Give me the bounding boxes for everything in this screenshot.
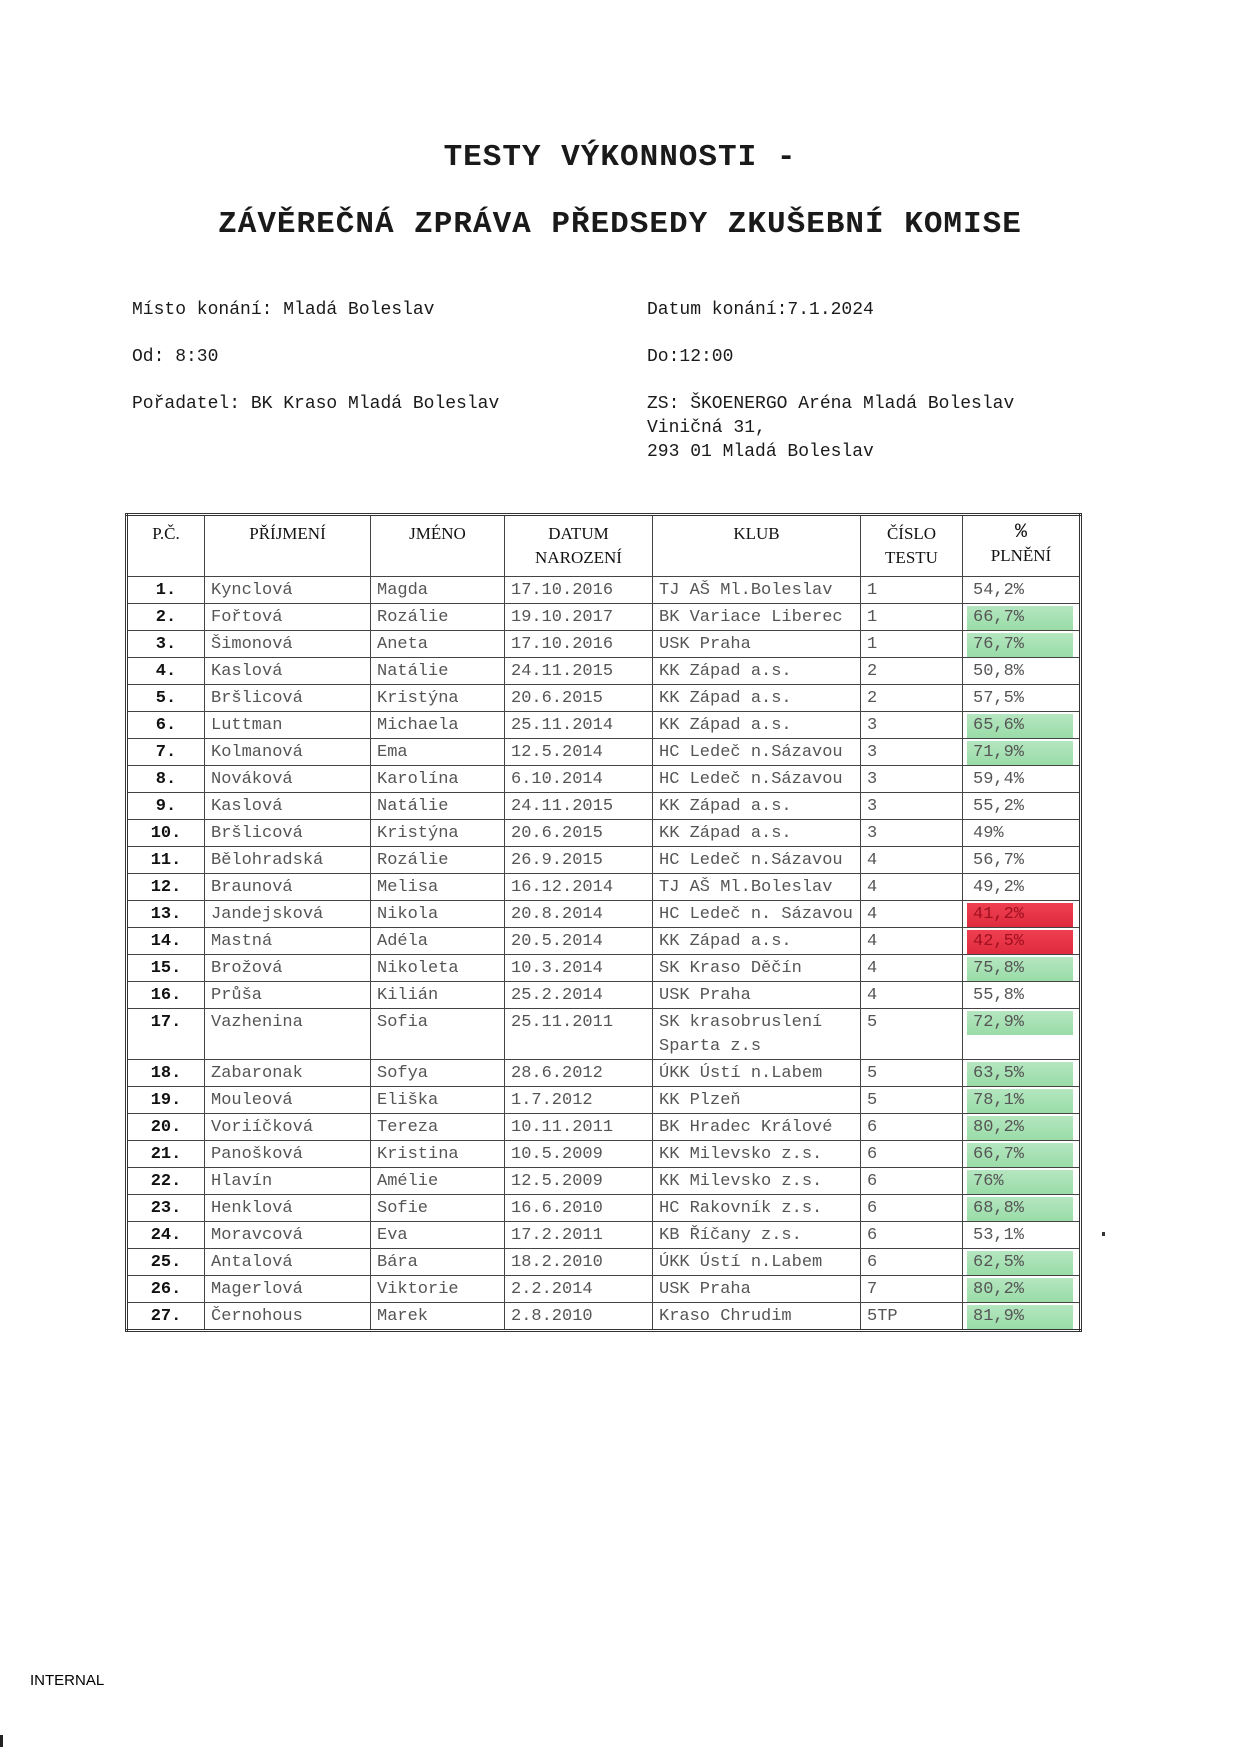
cell-birth: 16.6.2010 bbox=[505, 1195, 653, 1222]
cell-surname: Antalová bbox=[205, 1249, 371, 1276]
cell-surname: Kolmanová bbox=[205, 739, 371, 766]
col-header-pct-label: PLNĚNÍ bbox=[990, 546, 1052, 565]
cell-surname: Šimonová bbox=[205, 631, 371, 658]
cell-birth: 1.7.2012 bbox=[505, 1087, 653, 1114]
cell-test: 3 bbox=[861, 766, 963, 793]
cell-surname: Bršlicová bbox=[205, 685, 371, 712]
cell-club: HC Ledeč n. Sázavou bbox=[653, 901, 861, 928]
cell-club: KK Západ a.s. bbox=[653, 685, 861, 712]
cell-birth: 24.11.2015 bbox=[505, 658, 653, 685]
cell-surname: Braunová bbox=[205, 874, 371, 901]
cell-pc: 6. bbox=[127, 712, 205, 739]
cell-birth: 28.6.2012 bbox=[505, 1060, 653, 1087]
cell-pc: 18. bbox=[127, 1060, 205, 1087]
cell-club: KK Plzeň bbox=[653, 1087, 861, 1114]
cell-name: Michaela bbox=[371, 712, 505, 739]
cell-name: Tereza bbox=[371, 1114, 505, 1141]
cell-test: 4 bbox=[861, 874, 963, 901]
cell-name: Nikola bbox=[371, 901, 505, 928]
cell-name: Melisa bbox=[371, 874, 505, 901]
cell-pc: 17. bbox=[127, 1009, 205, 1060]
cell-pc: 1. bbox=[127, 577, 205, 604]
cell-surname: Vazhenina bbox=[205, 1009, 371, 1060]
table-row bbox=[127, 847, 1081, 874]
cell-surname: Bršlicová bbox=[205, 820, 371, 847]
cell-birth: 2.8.2010 bbox=[505, 1303, 653, 1331]
pct-value: 55,2% bbox=[973, 797, 1025, 816]
cell-birth: 10.5.2009 bbox=[505, 1141, 653, 1168]
cell-pc: 13. bbox=[127, 901, 205, 928]
table-row bbox=[127, 1060, 1081, 1087]
table-row bbox=[127, 658, 1081, 685]
cell-surname: Panošková bbox=[205, 1141, 371, 1168]
pct-value: 81,9% bbox=[967, 1305, 1073, 1329]
cell-pc: 10. bbox=[127, 820, 205, 847]
cell-birth: 12.5.2009 bbox=[505, 1168, 653, 1195]
cell-birth: 17.10.2016 bbox=[505, 577, 653, 604]
table-row bbox=[127, 982, 1081, 1009]
cell-name: Kristýna bbox=[371, 820, 505, 847]
pct-value: 56,7% bbox=[973, 851, 1025, 870]
cell-club: HC Ledeč n.Sázavou bbox=[653, 847, 861, 874]
cell-birth: 25.11.2014 bbox=[505, 712, 653, 739]
cell-club: KK Západ a.s. bbox=[653, 712, 861, 739]
cell-birth: 17.2.2011 bbox=[505, 1222, 653, 1249]
pct-value: 78,1% bbox=[967, 1089, 1073, 1113]
cell-test: 5 bbox=[861, 1087, 963, 1114]
table-row bbox=[127, 1303, 1081, 1331]
scan-speck bbox=[1102, 1232, 1105, 1236]
cell-club: Kraso Chrudim bbox=[653, 1303, 861, 1331]
pct-value: 65,6% bbox=[967, 714, 1073, 738]
cell-pc: 7. bbox=[127, 739, 205, 766]
cell-test: 7 bbox=[861, 1276, 963, 1303]
cell-name: Nikoleta bbox=[371, 955, 505, 982]
cell-test: 6 bbox=[861, 1249, 963, 1276]
meta-venue-line1: ZS: ŠKOENERGO Aréna Mladá Boleslav bbox=[647, 394, 1015, 414]
cell-name: Eliška bbox=[371, 1087, 505, 1114]
pct-value: 80,2% bbox=[967, 1278, 1073, 1302]
cell-birth: 18.2.2010 bbox=[505, 1249, 653, 1276]
pct-value: 72,9% bbox=[967, 1011, 1073, 1035]
table-row bbox=[127, 1009, 1081, 1060]
table-row bbox=[127, 1276, 1081, 1303]
pct-value: 76% bbox=[967, 1170, 1073, 1194]
col-header-name: JMÉNO bbox=[371, 515, 505, 577]
cell-surname: Černohous bbox=[205, 1303, 371, 1331]
cell-pc: 24. bbox=[127, 1222, 205, 1249]
cell-pc: 19. bbox=[127, 1087, 205, 1114]
cell-test: 1 bbox=[861, 631, 963, 658]
cell-birth: 20.8.2014 bbox=[505, 901, 653, 928]
cell-surname: Fořtová bbox=[205, 604, 371, 631]
col-header-pct bbox=[963, 515, 1081, 577]
table-row bbox=[127, 955, 1081, 982]
cell-birth: 20.6.2015 bbox=[505, 820, 653, 847]
cell-club: KK Milevsko z.s. bbox=[653, 1141, 861, 1168]
table-row bbox=[127, 1168, 1081, 1195]
cell-birth: 24.11.2015 bbox=[505, 793, 653, 820]
cell-club: KK Milevsko z.s. bbox=[653, 1168, 861, 1195]
cell-pct bbox=[963, 928, 1081, 955]
cell-test: 5 bbox=[861, 1060, 963, 1087]
table-row bbox=[127, 766, 1081, 793]
cell-surname: Henklová bbox=[205, 1195, 371, 1222]
cell-club: SK krasobruslení Sparta z.s bbox=[653, 1009, 861, 1060]
cell-club: BK Hradec Králové bbox=[653, 1114, 861, 1141]
cell-name: Sofya bbox=[371, 1060, 505, 1087]
cell-pct bbox=[963, 820, 1081, 847]
cell-pct bbox=[963, 955, 1081, 982]
cell-name: Ema bbox=[371, 739, 505, 766]
cell-pc: 3. bbox=[127, 631, 205, 658]
pct-value: 59,4% bbox=[973, 770, 1025, 789]
table-row bbox=[127, 901, 1081, 928]
cell-test: 3 bbox=[861, 793, 963, 820]
cell-birth: 10.3.2014 bbox=[505, 955, 653, 982]
report-title-line2: ZÁVĚREČNÁ ZPRÁVA PŘEDSEDY ZKUŠEBNÍ KOMISE bbox=[218, 207, 1022, 242]
table-row bbox=[127, 1087, 1081, 1114]
cell-surname: Moravcová bbox=[205, 1222, 371, 1249]
cell-surname: Nováková bbox=[205, 766, 371, 793]
pct-value: 66,7% bbox=[967, 1143, 1073, 1167]
cell-name: Kristýna bbox=[371, 685, 505, 712]
cell-club: TJ AŠ Ml.Boleslav bbox=[653, 874, 861, 901]
meta-from: Od: 8:30 bbox=[132, 347, 219, 367]
cell-name: Bára bbox=[371, 1249, 505, 1276]
cell-birth: 16.12.2014 bbox=[505, 874, 653, 901]
cell-name: Karolína bbox=[371, 766, 505, 793]
cell-pct bbox=[963, 982, 1081, 1009]
cell-surname: Mouleová bbox=[205, 1087, 371, 1114]
table-body bbox=[127, 577, 1081, 1331]
percent-symbol: % bbox=[1014, 521, 1027, 544]
cell-pc: 4. bbox=[127, 658, 205, 685]
cell-club: KK Západ a.s. bbox=[653, 928, 861, 955]
pct-value: 41,2% bbox=[967, 903, 1073, 927]
cell-club: SK Kraso Děčín bbox=[653, 955, 861, 982]
cell-surname: Kaslová bbox=[205, 658, 371, 685]
cell-test: 4 bbox=[861, 847, 963, 874]
table-row bbox=[127, 604, 1081, 631]
cell-surname: Kaslová bbox=[205, 793, 371, 820]
cell-pct bbox=[963, 739, 1081, 766]
cell-pc: 23. bbox=[127, 1195, 205, 1222]
cell-pct bbox=[963, 1222, 1081, 1249]
cell-pc: 16. bbox=[127, 982, 205, 1009]
cell-pct bbox=[963, 577, 1081, 604]
cell-name: Rozálie bbox=[371, 604, 505, 631]
cell-test: 4 bbox=[861, 901, 963, 928]
cell-pc: 9. bbox=[127, 793, 205, 820]
cell-name: Natálie bbox=[371, 793, 505, 820]
cell-club: BK Variace Liberec bbox=[653, 604, 861, 631]
cell-pc: 25. bbox=[127, 1249, 205, 1276]
table-row bbox=[127, 1249, 1081, 1276]
table-row bbox=[127, 1141, 1081, 1168]
cell-test: 2 bbox=[861, 658, 963, 685]
cell-test: 4 bbox=[861, 928, 963, 955]
cell-pc: 11. bbox=[127, 847, 205, 874]
table-row bbox=[127, 712, 1081, 739]
cell-surname: Brožová bbox=[205, 955, 371, 982]
cell-pc: 5. bbox=[127, 685, 205, 712]
pct-value: 80,2% bbox=[967, 1116, 1073, 1140]
cell-surname: Mastná bbox=[205, 928, 371, 955]
cell-pc: 22. bbox=[127, 1168, 205, 1195]
cell-birth: 25.2.2014 bbox=[505, 982, 653, 1009]
cell-birth: 20.6.2015 bbox=[505, 685, 653, 712]
cell-test: 6 bbox=[861, 1168, 963, 1195]
col-header-birth: DATUM NAROZENÍ bbox=[505, 515, 653, 577]
cell-club: TJ AŠ Ml.Boleslav bbox=[653, 577, 861, 604]
col-header-test: ČÍSLO TESTU bbox=[861, 515, 963, 577]
table-row bbox=[127, 631, 1081, 658]
cell-test: 6 bbox=[861, 1114, 963, 1141]
cell-test: 6 bbox=[861, 1141, 963, 1168]
pct-value: 49% bbox=[973, 824, 1004, 843]
results-table bbox=[125, 513, 1082, 1332]
cell-pc: 2. bbox=[127, 604, 205, 631]
cell-club: ÚKK Ústí n.Labem bbox=[653, 1249, 861, 1276]
meta-date: Datum konání:7.1.2024 bbox=[647, 300, 874, 320]
table-row bbox=[127, 1114, 1081, 1141]
cell-surname: Kynclová bbox=[205, 577, 371, 604]
cell-test: 6 bbox=[861, 1195, 963, 1222]
report-title-line1: TESTY VÝKONNOSTI - bbox=[443, 140, 797, 175]
cell-pct bbox=[963, 1276, 1081, 1303]
meta-venue-line3: 293 01 Mladá Boleslav bbox=[647, 442, 874, 462]
pct-value: 66,7% bbox=[967, 606, 1073, 630]
cell-test: 3 bbox=[861, 820, 963, 847]
pct-value: 42,5% bbox=[967, 930, 1073, 954]
cell-surname: Hlavín bbox=[205, 1168, 371, 1195]
cell-name: Kristina bbox=[371, 1141, 505, 1168]
classification-label: INTERNAL bbox=[30, 1672, 105, 1689]
cell-pct bbox=[963, 1195, 1081, 1222]
pct-value: 71,9% bbox=[967, 741, 1073, 765]
cell-pc: 27. bbox=[127, 1303, 205, 1331]
cell-club: ÚKK Ústí n.Labem bbox=[653, 1060, 861, 1087]
cell-name: Rozálie bbox=[371, 847, 505, 874]
cell-name: Sofie bbox=[371, 1195, 505, 1222]
table-row bbox=[127, 685, 1081, 712]
cell-pct bbox=[963, 1168, 1081, 1195]
cell-club: KK Západ a.s. bbox=[653, 820, 861, 847]
pct-value: 53,1% bbox=[973, 1226, 1025, 1245]
pct-value: 63,5% bbox=[967, 1062, 1073, 1086]
pct-value: 75,8% bbox=[967, 957, 1073, 981]
cell-birth: 19.10.2017 bbox=[505, 604, 653, 631]
meta-venue-line2: Viničná 31, bbox=[647, 418, 766, 438]
cell-club: USK Praha bbox=[653, 982, 861, 1009]
cell-pct bbox=[963, 793, 1081, 820]
col-header-pc: P.Č. bbox=[127, 515, 205, 577]
cell-club: HC Rakovník z.s. bbox=[653, 1195, 861, 1222]
cell-pct bbox=[963, 1009, 1081, 1060]
cell-pct bbox=[963, 901, 1081, 928]
cell-club: HC Ledeč n.Sázavou bbox=[653, 766, 861, 793]
cell-name: Kilián bbox=[371, 982, 505, 1009]
cell-birth: 26.9.2015 bbox=[505, 847, 653, 874]
cell-club: KB Říčany z.s. bbox=[653, 1222, 861, 1249]
cell-birth: 25.11.2011 bbox=[505, 1009, 653, 1060]
pct-value: 54,2% bbox=[973, 581, 1025, 600]
cell-surname: Magerlová bbox=[205, 1276, 371, 1303]
cell-test: 5TP bbox=[861, 1303, 963, 1331]
pct-value: 49,2% bbox=[973, 878, 1025, 897]
cell-test: 3 bbox=[861, 712, 963, 739]
cell-test: 4 bbox=[861, 955, 963, 982]
cell-surname: Voriíčková bbox=[205, 1114, 371, 1141]
pct-value: 76,7% bbox=[967, 633, 1073, 657]
cell-test: 1 bbox=[861, 604, 963, 631]
cell-surname: Jandejsková bbox=[205, 901, 371, 928]
cell-surname: Luttman bbox=[205, 712, 371, 739]
cell-pct bbox=[963, 1141, 1081, 1168]
cell-test: 1 bbox=[861, 577, 963, 604]
cell-birth: 17.10.2016 bbox=[505, 631, 653, 658]
table-row bbox=[127, 1195, 1081, 1222]
cell-club: KK Západ a.s. bbox=[653, 658, 861, 685]
cell-pct bbox=[963, 631, 1081, 658]
cell-test: 2 bbox=[861, 685, 963, 712]
cell-surname: Průša bbox=[205, 982, 371, 1009]
cell-club: USK Praha bbox=[653, 631, 861, 658]
cell-pc: 20. bbox=[127, 1114, 205, 1141]
scan-edge-mark bbox=[0, 1735, 3, 1747]
cell-birth: 6.10.2014 bbox=[505, 766, 653, 793]
cell-pct bbox=[963, 874, 1081, 901]
cell-pc: 14. bbox=[127, 928, 205, 955]
cell-club: KK Západ a.s. bbox=[653, 793, 861, 820]
cell-pct bbox=[963, 604, 1081, 631]
cell-name: Sofia bbox=[371, 1009, 505, 1060]
table-row bbox=[127, 874, 1081, 901]
table-header-row bbox=[127, 515, 1081, 577]
cell-pct bbox=[963, 1060, 1081, 1087]
cell-pct bbox=[963, 712, 1081, 739]
cell-name: Aneta bbox=[371, 631, 505, 658]
pct-value: 57,5% bbox=[973, 689, 1025, 708]
cell-name: Eva bbox=[371, 1222, 505, 1249]
cell-birth: 10.11.2011 bbox=[505, 1114, 653, 1141]
pct-value: 55,8% bbox=[973, 986, 1025, 1005]
cell-pc: 15. bbox=[127, 955, 205, 982]
table-row bbox=[127, 793, 1081, 820]
cell-surname: Bělohradská bbox=[205, 847, 371, 874]
cell-name: Marek bbox=[371, 1303, 505, 1331]
cell-pc: 12. bbox=[127, 874, 205, 901]
table-row bbox=[127, 928, 1081, 955]
cell-pc: 26. bbox=[127, 1276, 205, 1303]
cell-pc: 21. bbox=[127, 1141, 205, 1168]
cell-test: 3 bbox=[861, 739, 963, 766]
cell-surname: Zabaronak bbox=[205, 1060, 371, 1087]
cell-pc: 8. bbox=[127, 766, 205, 793]
table-row bbox=[127, 739, 1081, 766]
col-header-club: KLUB bbox=[653, 515, 861, 577]
table-row bbox=[127, 577, 1081, 604]
cell-name: Viktorie bbox=[371, 1276, 505, 1303]
cell-pct bbox=[963, 766, 1081, 793]
cell-pct bbox=[963, 1249, 1081, 1276]
cell-name: Adéla bbox=[371, 928, 505, 955]
cell-pct bbox=[963, 1087, 1081, 1114]
pct-value: 50,8% bbox=[973, 662, 1025, 681]
cell-test: 6 bbox=[861, 1222, 963, 1249]
cell-pct bbox=[963, 1303, 1081, 1331]
cell-test: 4 bbox=[861, 982, 963, 1009]
cell-pct bbox=[963, 658, 1081, 685]
cell-birth: 2.2.2014 bbox=[505, 1276, 653, 1303]
cell-birth: 12.5.2014 bbox=[505, 739, 653, 766]
meta-place: Místo konání: Mladá Boleslav bbox=[132, 300, 435, 320]
meta-organizer: Pořadatel: BK Kraso Mladá Boleslav bbox=[132, 394, 500, 414]
cell-club: HC Ledeč n.Sázavou bbox=[653, 739, 861, 766]
cell-pct bbox=[963, 685, 1081, 712]
cell-pct bbox=[963, 847, 1081, 874]
cell-name: Amélie bbox=[371, 1168, 505, 1195]
cell-name: Natálie bbox=[371, 658, 505, 685]
col-header-surname: PŘÍJMENÍ bbox=[205, 515, 371, 577]
cell-pct bbox=[963, 1114, 1081, 1141]
meta-to: Do:12:00 bbox=[647, 347, 734, 367]
table-row bbox=[127, 820, 1081, 847]
cell-birth: 20.5.2014 bbox=[505, 928, 653, 955]
pct-value: 68,8% bbox=[967, 1197, 1073, 1221]
cell-test: 5 bbox=[861, 1009, 963, 1060]
cell-name: Magda bbox=[371, 577, 505, 604]
pct-value: 62,5% bbox=[967, 1251, 1073, 1275]
cell-club: USK Praha bbox=[653, 1276, 861, 1303]
table-row bbox=[127, 1222, 1081, 1249]
